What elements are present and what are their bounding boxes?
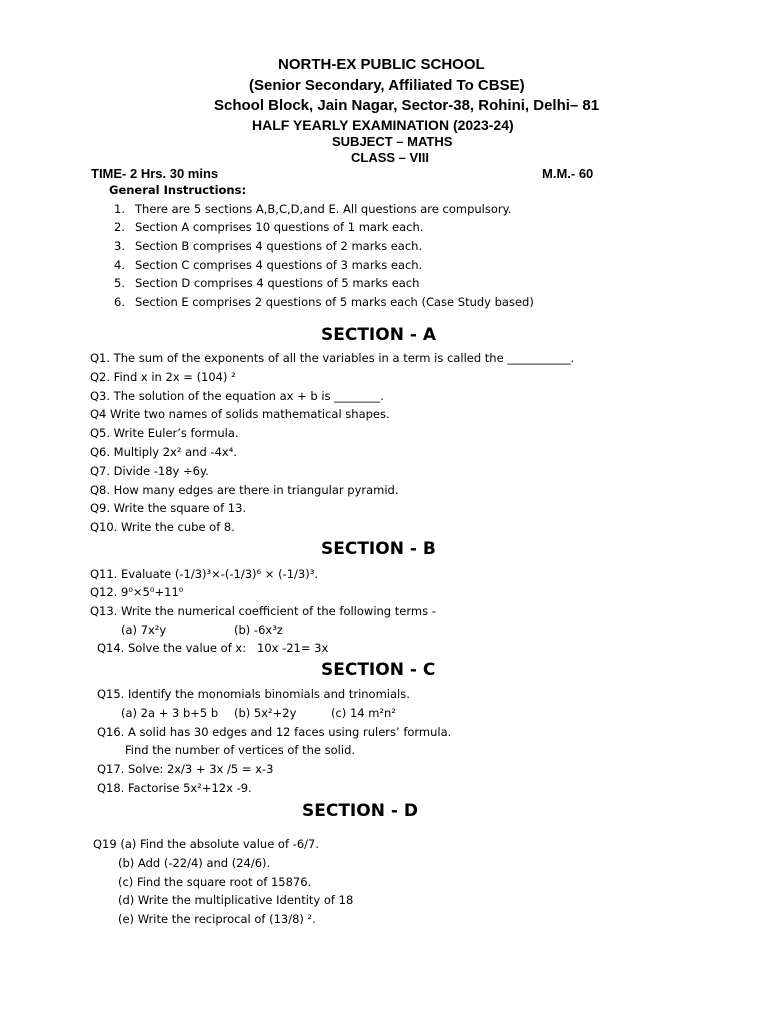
section-d-title: SECTION - D [302,801,418,821]
instruction-number: 2. [114,220,125,234]
question-continuation: Find the number of vertices of the solid. [125,743,356,757]
question: Q6. Multiply 2x² and -4x⁴. [90,445,237,459]
question: Q15. Identify the monomials binomials and trinomials. [97,687,410,701]
instructions-title: General Instructions: [109,183,247,197]
question-option: (c) 14 m²n² [331,706,396,720]
question: Q11. Evaluate (-1/3)³×-(-1/3)⁶ × (-1/3)³. [90,567,318,581]
instruction-text: Section D comprises 4 questions of 5 marks each [135,276,420,290]
question: Q13. Write the numerical coefficient of the following terms - [90,604,436,618]
question: Q17. Solve: 2x/3 + 3x /5 = x-3 [97,762,274,776]
question: Q1. The sum of the exponents of all the variables in a term is called the ___________. [90,351,575,365]
school-affiliation: (Senior Secondary, Affiliated To CBSE) [249,77,525,94]
section-c-title: SECTION - C [321,660,436,680]
question-equation: 10x -21= 3x [257,641,329,655]
school-address: School Block, Jain Nagar, Sector-38, Rohini, Delhi– 81 [214,97,600,114]
section-b-title: SECTION - B [321,539,436,559]
instruction-item [114,239,422,253]
question: Q16. A solid has 30 edges and 12 faces using rulers’ formula. [97,725,452,739]
exam-title: HALF YEARLY EXAMINATION (2023-24) [252,117,514,133]
question: Q19 (a) Find the absolute value of -6/7. [93,837,319,851]
instruction-item [114,220,423,234]
question-part: (e) Write the reciprocal of (13/8) ². [118,912,316,926]
question-option: (a) 7x²y [121,623,167,637]
question-part: (c) Find the square root of 15876. [118,875,312,889]
instruction-text: Section A comprises 10 questions of 1 mark each. [135,220,424,234]
question-option: (b) -6x³z [234,623,283,637]
school-name: NORTH-EX PUBLIC SCHOOL [278,56,485,73]
question-option: (b) 5x²+2y [234,706,297,720]
instruction-number: 6. [114,295,125,309]
instruction-number: 5. [114,276,125,290]
question: Q2. Find x in 2x = (104) ² [90,370,236,384]
subject-title: SUBJECT – MATHS [332,134,453,149]
question: Q3. The solution of the equation ax + b is ________. [90,389,384,403]
instruction-text: Section E comprises 2 questions of 5 marks each (Case Study based) [135,295,534,309]
question: Q7. Divide -18y ÷6y. [90,464,209,478]
question: Q18. Factorise 5x²+12x -9. [97,781,252,795]
question: Q10. Write the cube of 8. [90,520,235,534]
instruction-text: Section C comprises 4 questions of 3 marks each. [135,258,423,272]
question: Q14. Solve the value of x: [97,641,247,655]
question-part: (d) Write the multiplicative Identity of 18 [118,893,354,907]
question-option: (a) 2a + 3 b+5 b [121,706,219,720]
instruction-number: 3. [114,239,125,253]
instruction-item [114,276,419,290]
question-part: (b) Add (-22/4) and (24/6). [118,856,271,870]
instruction-item [114,258,422,272]
question: Q8. How many edges are there in triangular pyramid. [90,483,399,497]
question: Q9. Write the square of 13. [90,501,247,515]
max-marks: M.M.- 60 [542,166,594,181]
instruction-item [114,202,511,216]
instruction-item [114,295,534,309]
question: Q12. 9⁰×5⁰+11⁰ [90,585,184,599]
instruction-text: There are 5 sections A,B,C,D,and E. All questions are compulsory. [135,202,512,216]
class-title: CLASS – VIII [351,150,430,165]
instruction-number: 1. [114,202,125,216]
question: Q5. Write Euler’s formula. [90,426,239,440]
instruction-number: 4. [114,258,125,272]
section-a-title: SECTION - A [321,325,436,345]
question: Q4 Write two names of solids mathematical shapes. [90,407,390,421]
time-allowed: TIME- 2 Hrs. 30 mins [91,166,219,181]
instruction-text: Section B comprises 4 questions of 2 marks each. [135,239,423,253]
